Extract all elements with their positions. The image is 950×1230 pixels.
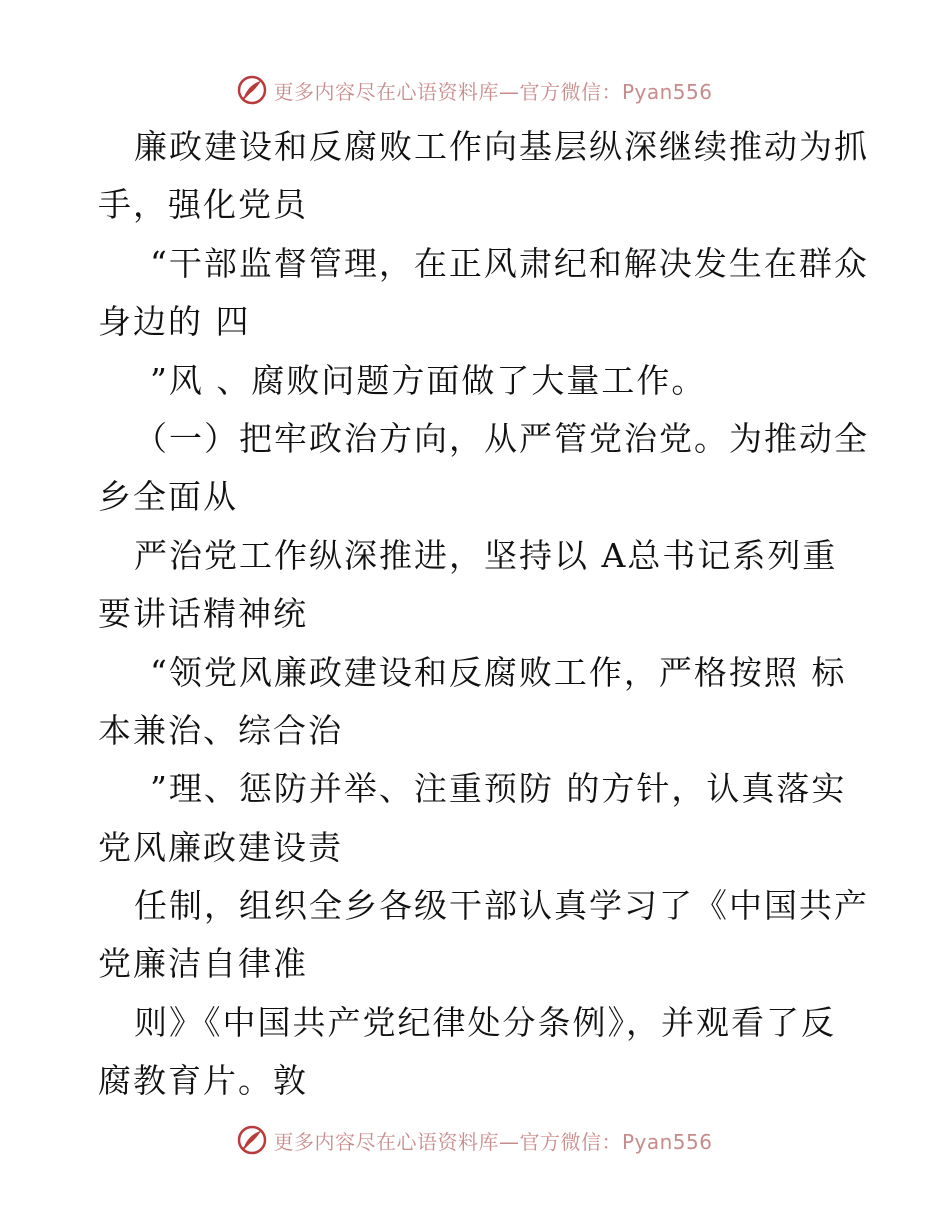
watermark-text: 更多内容尽在心语资料库—官方微信：Pyan556 [273, 1129, 713, 1154]
text-line: 党廉洁自律准 [98, 944, 308, 984]
text-line: 党风廉政建设责 [98, 827, 343, 867]
text-line: 任制，组织全乡各级干部认真学习了《中国共产 [134, 886, 869, 926]
text-line: 本兼治、综合治 [98, 710, 343, 750]
text-line: 身边的 四 [98, 302, 251, 342]
text-line: “干部监督管理，在正风肃纪和解决发生在群众 [150, 243, 869, 283]
text-line: 廉政建设和反腐败工作向基层纵深继续推动为抓 [134, 127, 869, 166]
document-body [98, 118, 869, 1111]
text-line: “领党风廉政建设和反腐败工作，严格按照 标 [150, 652, 847, 692]
text-line: 手，强化党员 [98, 185, 308, 225]
feather-pen-logo-icon [237, 1125, 267, 1155]
header-watermark-banner [0, 72, 950, 108]
text-line: 要讲话精神统 [98, 594, 308, 634]
text-line: （一）把牢政治方向，从严管党治党。为推动全 [134, 418, 869, 458]
text-line: 则》《中国共产党纪律处分条例》，并观看了反 [134, 1002, 836, 1042]
text-line: ”风 、腐败问题方面做了大量工作。 [150, 360, 707, 400]
watermark-text: 更多内容尽在心语资料库—官方微信：Pyan556 [273, 79, 713, 104]
text-line: 乡全面从 [98, 477, 238, 517]
text-line: 严治党工作纵深推进，坚持以 A总书记系列重 [134, 535, 838, 575]
footer-watermark-banner [0, 1122, 950, 1158]
text-line: ”理、惩防并举、注重预防 的方针，认真落实 [150, 769, 847, 809]
feather-pen-logo-icon [237, 75, 267, 105]
text-line: 腐教育片。敦 [98, 1061, 308, 1101]
